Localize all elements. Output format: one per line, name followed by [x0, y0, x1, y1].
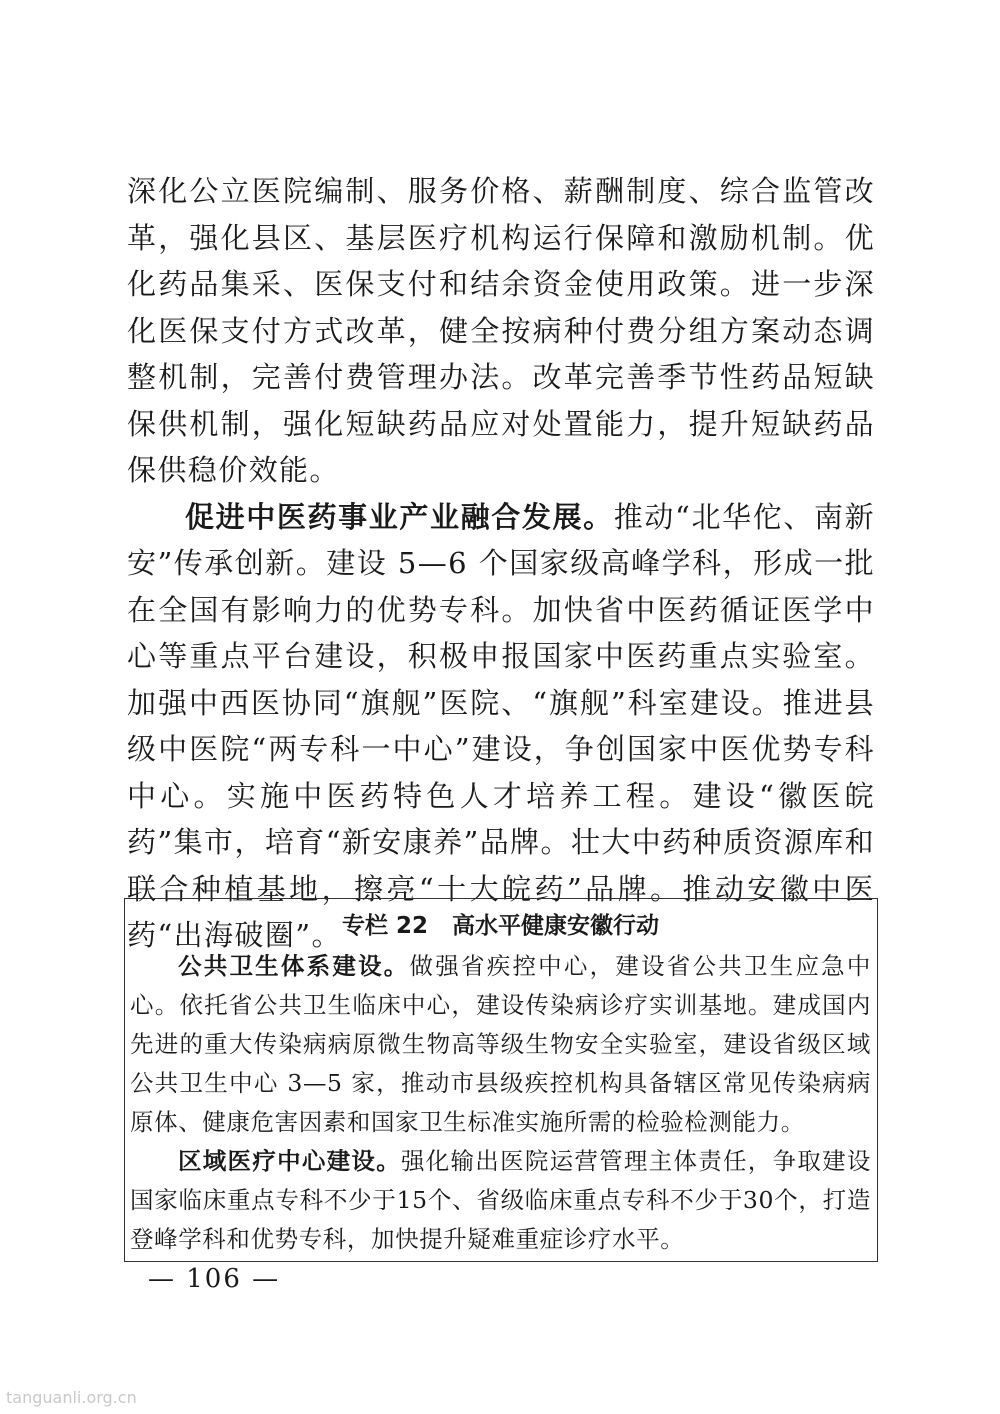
body-text: [127, 168, 875, 959]
paragraph-tcm-heading: 促进中医药事业产业融合发展。: [185, 499, 614, 534]
column-item-public-health: [130, 947, 871, 1142]
column-item-public-health-text: 做强省疾控中心，建设省公共卫生应急中心。依托省公共卫生临床中心，建设传染病诊疗实训基地。建成国内先进的重大传染病病原微生物高等级生物安全实验室，建设省级区域公共卫生中心 3—5 家，推动市县级疾控机构具备辖区常见传染病病原体、健康危害因素和国家卫生标准实施所需的检验检测能力。: [130, 952, 871, 1136]
column-item-public-health-heading: 公共卫生体系建设。: [178, 952, 410, 980]
page-number: — 106 —: [148, 1264, 281, 1294]
watermark: tanguanli.org.cn: [6, 1388, 137, 1407]
column-item-regional-medical: [130, 1142, 871, 1259]
paragraph-tcm: [127, 494, 875, 959]
paragraph-reform: [127, 168, 875, 494]
paragraph-reform-text: 深化公立医院编制、服务价格、薪酬制度、综合监管改革，强化县区、基层医疗机构运行保障和激励机制。优化药品集采、医保支付和结余资金使用政策。进一步深化医保支付方式改革，健全按病种付费分组方案动态调整机制，完善付费管理办法。改革完善季节性药品短缺保供机制，强化短缺药品应对处置能力，提升短缺药品保供稳价效能。: [127, 174, 875, 487]
paragraph-tcm-text: 推动“北华佗、南新安”传承创新。建设 5—6 个国家级高峰学科，形成一批在全国有影响力的优势专科。加快省中医药循证医学中心等重点平台建设，积极申报国家中医药重点实验室。加强中西医协同“旗舰”医院、“旗舰”科室建设。推进县级中医院“两专科一中心”建设，争创国家中医优势专科中心。实施中医药特色人才培养工程。建设“徽医皖药”集市，培育“新安康养”品牌。壮大中药种质资源库和联合种植基地，擦亮“十大皖药”品牌。推动安徽中医药“出海破圈”。: [127, 499, 875, 952]
column-item-regional-medical-heading: 区域医疗中心建设。: [178, 1147, 401, 1175]
column-box: [124, 898, 878, 1262]
column-text: [130, 947, 871, 1259]
column-item-regional-medical-text: 强化输出医院运营管理主体责任，争取建设国家临床重点专科不少于15个、省级临床重点专科不少于30个，打造登峰学科和优势专科，加快提升疑难重症诊疗水平。: [130, 1147, 871, 1253]
column-title: 专栏 22 高水平健康安徽行动: [341, 913, 660, 939]
